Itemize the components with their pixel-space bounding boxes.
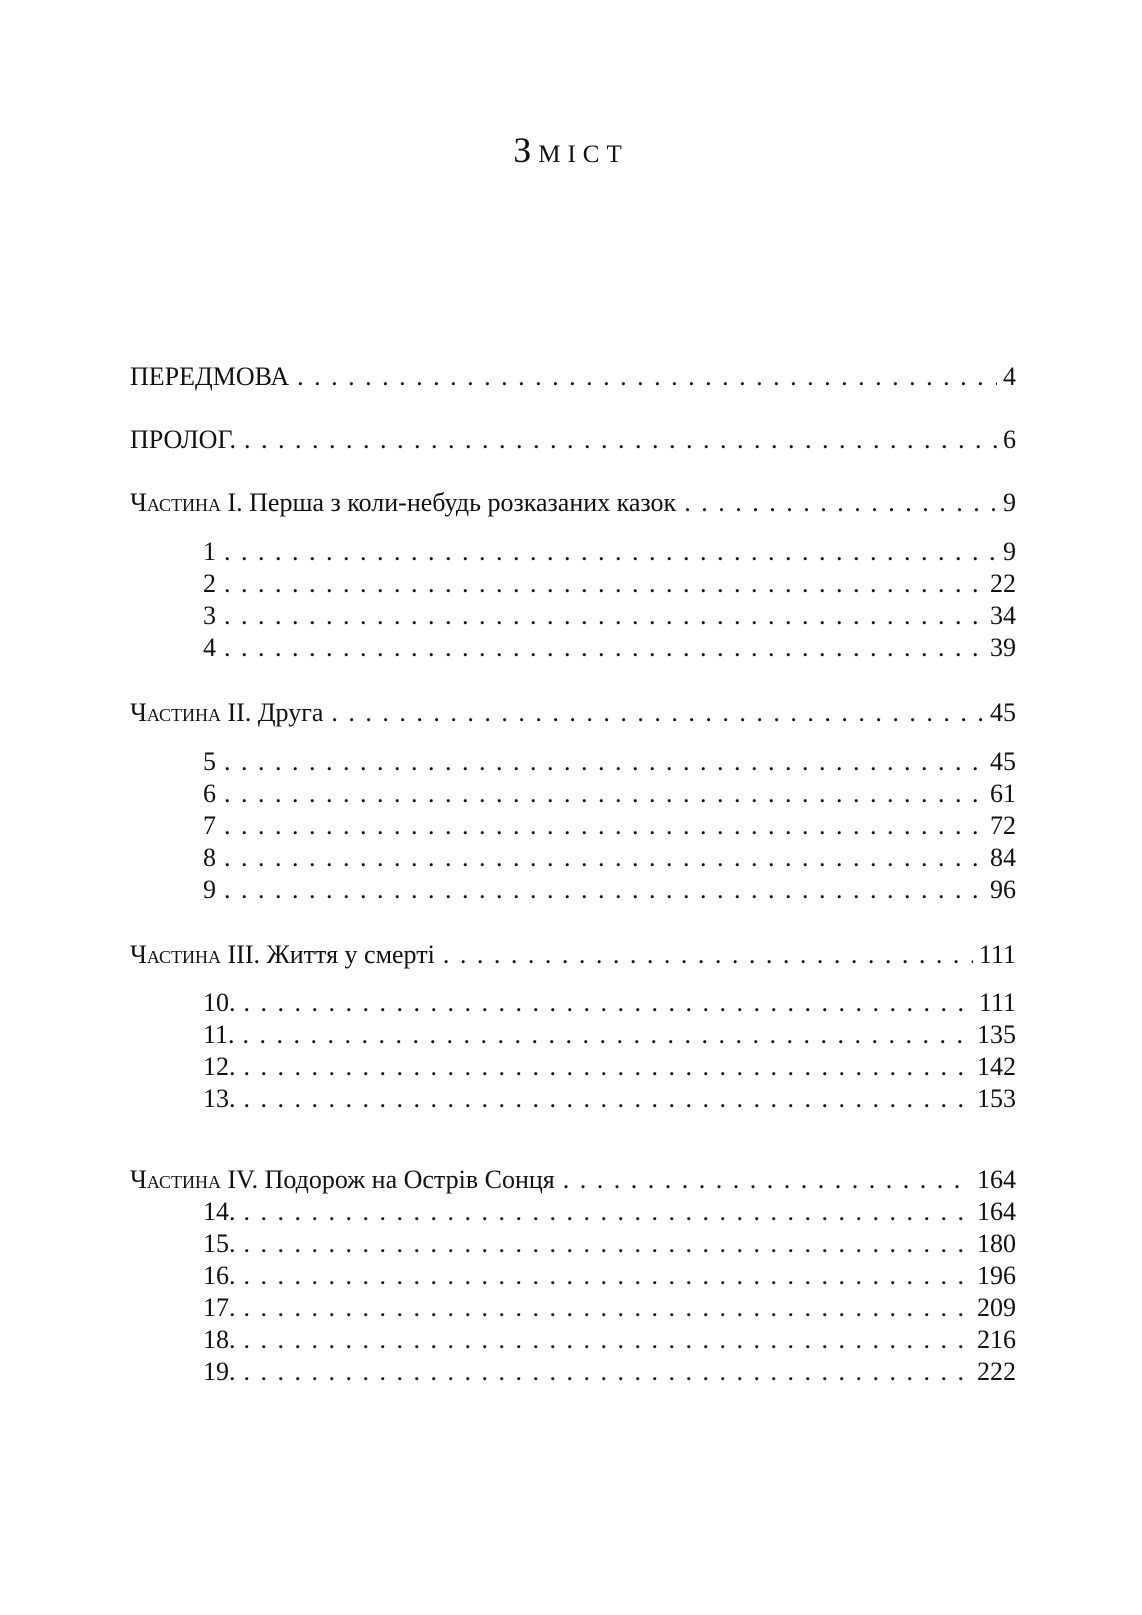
toc-entry-label: 15. (203, 1229, 236, 1258)
toc-entry-label: ПЕРЕДМОВА (130, 362, 290, 391)
dot-leader (243, 1018, 971, 1052)
toc-entry-label: 14. (203, 1197, 236, 1226)
toc-page-number: 4 (1003, 362, 1016, 391)
toc-entry-label: 11. (203, 1020, 235, 1049)
toc-page-number: 164 (977, 1197, 1016, 1226)
toc-entry-label: 6 (203, 779, 216, 808)
toc-page-number: 39 (990, 633, 1016, 662)
page-title: Зміст (513, 130, 629, 170)
toc-entry-chapter[interactable] (203, 873, 1016, 907)
toc-entry-label: 4 (203, 633, 216, 662)
toc-entry-chapter[interactable] (203, 1355, 1016, 1389)
toc-entry-label (130, 1163, 555, 1197)
toc-page-number: 142 (977, 1052, 1016, 1081)
dot-leader (224, 777, 984, 811)
toc-entry-chapter[interactable] (203, 1227, 1016, 1261)
toc-entry-label: 1 (203, 537, 216, 566)
toc-page-number: 61 (990, 779, 1016, 808)
toc-page-number: 9 (1003, 537, 1016, 566)
toc-entry-label: 5 (203, 747, 216, 776)
dot-leader (244, 423, 997, 457)
toc-entry-part-3[interactable] (130, 938, 1016, 972)
dot-leader (224, 809, 984, 843)
toc-entry-chapter[interactable] (203, 1082, 1016, 1116)
dot-leader (244, 1259, 972, 1293)
toc-entry-chapter[interactable] (203, 1195, 1016, 1229)
dot-leader (244, 1323, 972, 1357)
toc-entry-part-2[interactable] (130, 696, 1016, 730)
dot-leader (244, 1291, 972, 1325)
toc-page-number: 209 (977, 1293, 1016, 1322)
toc-entry-chapter[interactable] (203, 567, 1016, 601)
toc-entry-label: 3 (203, 601, 216, 630)
dot-leader (297, 360, 997, 394)
dot-leader (244, 1050, 972, 1084)
toc-page-number: 180 (977, 1229, 1016, 1258)
part-prefix: Частина (130, 1165, 221, 1194)
toc-entry-label: 8 (203, 843, 216, 872)
dot-leader (224, 841, 984, 875)
toc-entry-part-1[interactable] (130, 486, 1016, 520)
toc-entry-chapter[interactable] (203, 745, 1016, 779)
toc-page-number: 45 (990, 747, 1016, 776)
toc-entry-label (130, 486, 676, 520)
toc-entry-chapter[interactable] (203, 1050, 1016, 1084)
toc-page-number: 196 (977, 1261, 1016, 1290)
toc-entry-label: 12. (203, 1052, 236, 1081)
toc-entry-label: ПРОЛОГ. (130, 425, 237, 454)
toc-page-number: 45 (990, 698, 1016, 727)
toc-entry-label: 17. (203, 1293, 236, 1322)
toc-entry-preface[interactable] (130, 360, 1016, 394)
toc-page-number: 6 (1003, 425, 1016, 454)
toc-entry-chapter[interactable] (203, 1259, 1016, 1293)
dot-leader (224, 631, 984, 665)
toc-page-number: 135 (977, 1020, 1016, 1049)
toc-entry-chapter[interactable] (203, 631, 1016, 665)
dot-leader (224, 567, 984, 601)
dot-leader (224, 745, 984, 779)
toc-page-number: 153 (977, 1084, 1016, 1113)
toc-entry-chapter[interactable] (203, 1018, 1016, 1052)
part-prefix: Частина (130, 488, 221, 517)
toc-page-number: 216 (977, 1325, 1016, 1354)
toc-entry-label (130, 938, 435, 972)
toc-entry-chapter[interactable] (203, 1291, 1016, 1325)
toc-entry-part-4[interactable] (130, 1163, 1016, 1197)
dot-leader (443, 938, 973, 972)
toc-page-number: 84 (990, 843, 1016, 872)
toc-entry-prologue[interactable] (130, 423, 1016, 457)
part-title: II. Друга (221, 698, 324, 727)
dot-leader (244, 1355, 972, 1389)
dot-leader (684, 486, 997, 520)
toc-entry-label: 2 (203, 569, 216, 598)
part-title: I. Перша з коли-небудь розказаних казок (221, 488, 677, 517)
toc-entry-label: 18. (203, 1325, 236, 1354)
toc-entry-chapter[interactable] (203, 535, 1016, 569)
dot-leader (563, 1163, 971, 1197)
part-prefix: Частина (130, 698, 221, 727)
toc-page-number: 111 (978, 988, 1016, 1017)
toc-page-number: 22 (990, 569, 1016, 598)
toc-page-number: 72 (990, 811, 1016, 840)
part-title: IV. Подорож на Острів Сонця (221, 1165, 555, 1194)
dot-leader (224, 535, 997, 569)
toc-page-number: 164 (977, 1165, 1016, 1194)
toc-entry-label: 10. (203, 988, 236, 1017)
toc-entry-label: 9 (203, 875, 216, 904)
dot-leader (224, 599, 984, 633)
toc-entry-chapter[interactable] (203, 599, 1016, 633)
toc-page-number: 34 (990, 601, 1016, 630)
toc-entry-label: 16. (203, 1261, 236, 1290)
toc-entry-chapter[interactable] (203, 841, 1016, 875)
toc-page-number: 222 (977, 1357, 1016, 1386)
toc-entry-chapter[interactable] (203, 986, 1016, 1020)
toc-entry-label: 19. (203, 1357, 236, 1386)
toc-page-number: 96 (990, 875, 1016, 904)
dot-leader (224, 873, 984, 907)
dot-leader (244, 1082, 972, 1116)
toc-entry-chapter[interactable] (203, 1323, 1016, 1357)
toc-page-number: 9 (1003, 488, 1016, 517)
toc-entry-chapter[interactable] (203, 777, 1016, 811)
dot-leader (244, 1227, 972, 1261)
toc-page-number: 111 (978, 940, 1016, 969)
toc-entry-label: 13. (203, 1084, 236, 1113)
toc-entry-label (130, 696, 323, 730)
toc-entry-label: 7 (203, 811, 216, 840)
dot-leader (244, 986, 973, 1020)
part-title: III. Життя у смерті (221, 940, 435, 969)
part-prefix: Частина (130, 940, 221, 969)
dot-leader (331, 696, 984, 730)
toc-entry-chapter[interactable] (203, 809, 1016, 843)
dot-leader (244, 1195, 972, 1229)
